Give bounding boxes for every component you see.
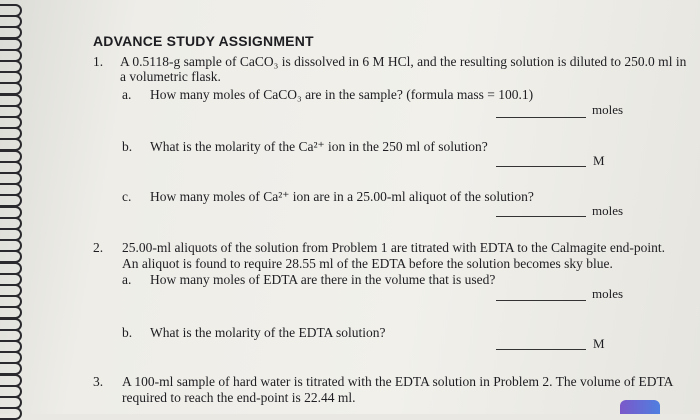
- q2-number: 2.: [93, 240, 104, 255]
- q3-text-line1: A 100-ml sample of hard water is titrated with the EDTA solution in Problem 2. The volume of EDTA: [122, 374, 674, 389]
- q2b-question: What is the molarity of the EDTA solution?: [150, 325, 386, 340]
- q1c-answer-blank[interactable]: [496, 216, 586, 217]
- q1b-letter: b.: [122, 139, 133, 154]
- q1c-letter: c.: [122, 189, 132, 204]
- q2a-answer-blank[interactable]: [496, 300, 586, 301]
- q2a-question: How many moles of EDTA are there in the volume that is used?: [150, 272, 496, 287]
- q2b-answer-blank[interactable]: [496, 349, 586, 350]
- q1a-letter: a.: [122, 87, 132, 102]
- q1b-question: What is the molarity of the Ca²⁺ ion in the 250 ml of solution?: [150, 139, 488, 154]
- q1b-unit: M: [593, 153, 605, 168]
- q1a-unit: moles: [592, 102, 624, 117]
- q1-text-line2: a volumetric flask.: [120, 69, 221, 84]
- screen-corner-edge: [620, 400, 660, 414]
- q1-text-line1: A 0.5118-g sample of CaCO₃ is dissolved in 6 M HCl, and the resulting solution is diluted to 250.0 ml in: [120, 54, 687, 69]
- q2-text-line1: 25.00-ml aliquots of the solution from Problem 1 are titrated with EDTA to the Calmagite end-point.: [122, 240, 665, 255]
- q3-number: 3.: [93, 374, 104, 389]
- q1a-question: How many moles of CaCO₃ are in the sample? (formula mass = 100.1): [150, 87, 534, 102]
- q1c-unit: moles: [592, 203, 624, 218]
- q1a-answer-blank[interactable]: [496, 117, 586, 118]
- q2a-unit: moles: [592, 286, 624, 301]
- spiral-binding: [0, 0, 30, 414]
- page-heading: ADVANCE STUDY ASSIGNMENT: [93, 33, 314, 49]
- q1-number: 1.: [93, 54, 104, 69]
- q1c-question: How many moles of Ca²⁺ ion are in a 25.00-ml aliquot of the solution?: [150, 189, 534, 204]
- q2-text-line2: An aliquot is found to require 28.55 ml of the EDTA before the solution becomes sky blue.: [122, 256, 613, 271]
- q2b-letter: b.: [122, 325, 133, 340]
- q1b-answer-blank[interactable]: [496, 166, 586, 167]
- q3-text-line2: required to reach the end-point is 22.44 ml.: [122, 390, 356, 405]
- q2a-letter: a.: [122, 272, 132, 287]
- q2b-unit: M: [593, 336, 605, 351]
